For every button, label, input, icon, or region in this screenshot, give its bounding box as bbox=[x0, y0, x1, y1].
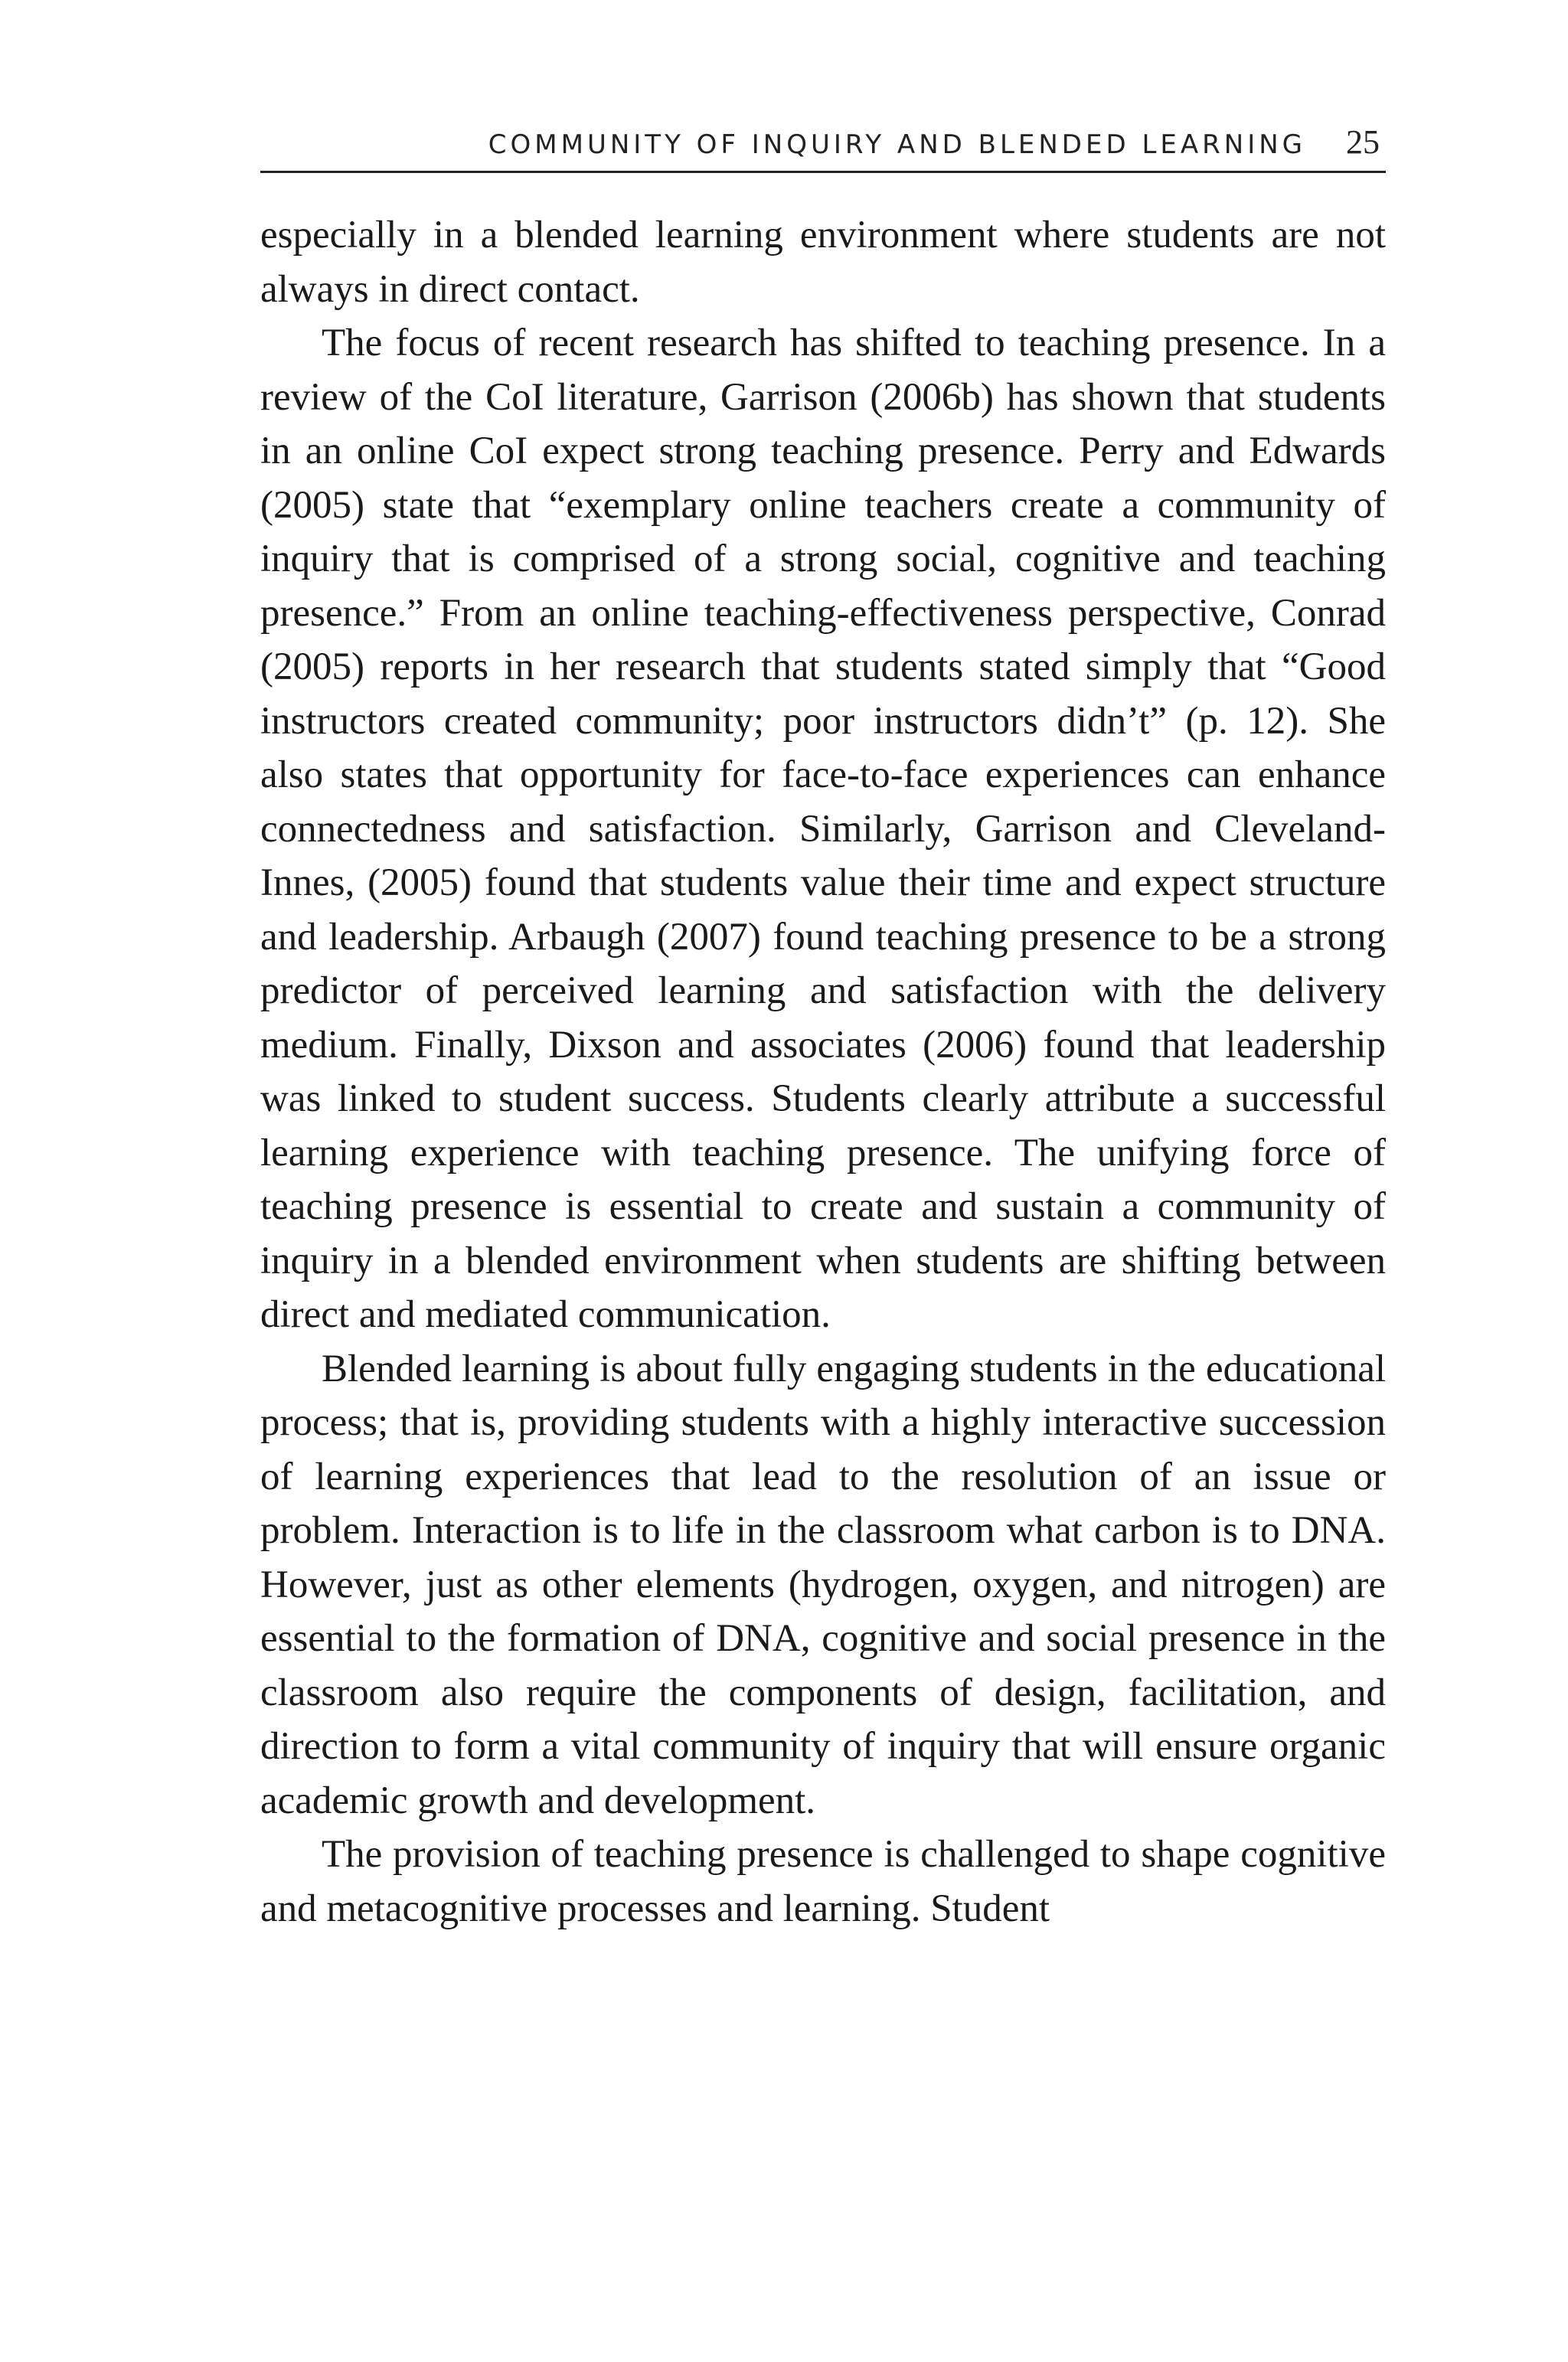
page-number: 25 bbox=[1346, 123, 1380, 161]
running-header bbox=[260, 123, 1386, 173]
paragraph-blended-learning: Blended learning is about fully engaging students in the educational process; that is, providing students with a highly interactive succession of learning experiences that lead to the resolution of an issue or problem. Interaction is to life in the classroom what carbon is to DNA. However, just as other elements (hydrogen, oxygen, and nitrogen) are essential to the formation of DNA, cognitive and social presence in the classroom also require the components of design, facilitation, and direction to form a vital community of inquiry that will ensure organic academic growth and development. bbox=[260, 1347, 1386, 1822]
body-text bbox=[260, 208, 1386, 1936]
paragraph-provision-teaching-presence: The provision of teaching presence is challenged to shape cognitive and metacognitive processes and learning. Student bbox=[260, 1833, 1386, 1930]
book-page bbox=[260, 123, 1386, 2236]
running-title: COMMUNITY OF INQUIRY AND BLENDED LEARNING bbox=[488, 129, 1306, 160]
paragraph-teaching-presence-research: The focus of recent research has shifted to teaching presence. In a review of the CoI literature, Garrison (2006b) has shown that students in an online CoI expect strong teaching presence. Perry and Edwards (2005) state that “exemplary online teachers create a community of inquiry that is comprised of a strong social, cognitive and teaching presence.” From an online teaching-effectiveness perspective, Conrad (2005) reports in her research that students stated simply that “Good instructors created community; poor instructors didn’t” (p. 12). She also states that opportunity for face-to-face experiences can enhance connectedness and satisfaction. Similarly, Garrison and Cleveland-Innes, (2005) found that students value their time and expect structure and leadership. Arbaugh (2007) found teaching presence to be a strong predictor of perceived learning and satisfaction with the delivery medium. Finally, Dixson and associates (2006) found that leadership was linked to student success. Students clearly attribute a successful learning experience with teaching presence. The unifying force of teaching presence is essential to create and sustain a community of inquiry in a blended environment when students are shifting between direct and mediated communication. bbox=[260, 322, 1386, 1336]
paragraph-continuation: especially in a blended learning environment where students are not always in direct contact. bbox=[260, 214, 1386, 311]
